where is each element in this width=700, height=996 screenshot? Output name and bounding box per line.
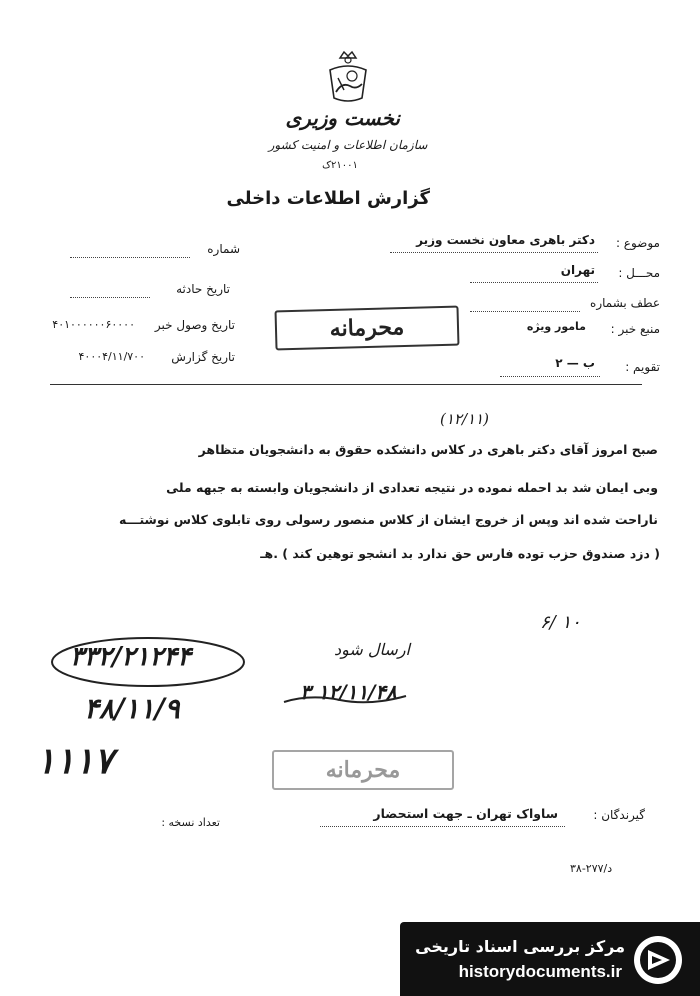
confidential-stamp-top: محرمانه — [275, 306, 460, 351]
reference-label: عطف بشماره — [590, 296, 660, 310]
handwritten-signature-date: ۳ ۱۲/۱۱/۴۸ — [300, 680, 397, 704]
recipients-value: ساواک تهران ـ جهت استحضار — [373, 806, 558, 821]
subject-label: موضوع : — [615, 236, 660, 250]
recipients-dotline — [320, 826, 565, 827]
location-label: محـــل : — [618, 266, 660, 280]
incident-date-dotline — [70, 297, 150, 298]
report-title: گزارش اطلاعات داخلی — [226, 188, 430, 209]
footer-center-name: مرکز بررسی اسناد تاریخی — [415, 937, 625, 956]
subject-value: دکتر باهری معاون نخست وزیر — [416, 233, 595, 247]
incident-date-label: تاریخ حادثه — [176, 282, 230, 296]
report-date-label: تاریخ گزارش — [171, 350, 235, 364]
handwritten-bottom-number: ۱۱۱۷ — [36, 740, 114, 782]
handwritten-big-number: ۳۳۲/۲۱۲۴۴ — [70, 642, 192, 672]
source-label: منبع خبر : — [610, 322, 660, 336]
recipients-label: گیرندگان : — [593, 808, 645, 822]
rating-label: تقویم : — [625, 360, 660, 374]
header-separator — [50, 384, 642, 385]
reference-dotline — [470, 311, 580, 312]
rating-dotline — [500, 376, 600, 377]
copies-label: تعداد نسخه : — [161, 816, 220, 829]
rating-value: ب — ۲ — [555, 356, 595, 370]
body-line-2: وبی ایمان شد بد احمله نموده در نتیجه تعدادی از دانشجویان وابسته به جبهه ملی — [166, 480, 658, 495]
location-dotline — [470, 282, 598, 283]
handwritten-fraction: ۶/ ۱۰ — [540, 612, 581, 633]
archive-center-logo-icon — [630, 932, 686, 988]
number-dotline — [70, 257, 190, 258]
received-value: ۴۰۱۰۰۰۰۰۰۶۰۰۰۰ — [52, 318, 135, 331]
organization-code: ۲۱۰۰۱ک — [322, 160, 358, 171]
footer-site: historydocuments.ir — [458, 962, 622, 981]
handwritten-archive-note: ارسال شود — [334, 640, 410, 659]
lion-and-sun-crown-emblem-icon — [322, 48, 374, 108]
confidential-stamp-bottom: محرمانه — [272, 750, 454, 790]
subject-dotline — [390, 252, 598, 253]
received-label: تاریخ وصول خبر — [154, 318, 235, 332]
report-date-value: ۴۰۰۰۴/۱۱/۷۰۰ — [78, 350, 145, 363]
signature-stroke-icon — [280, 686, 410, 710]
note-top: (۱۲/۱۱) — [440, 410, 489, 428]
location-value: تهران — [560, 263, 595, 277]
form-code: ۳۸-۲۷۷/د — [570, 862, 613, 875]
body-line-4: ( دزد صندوق حزب توده فارس حق ندارد بد انشجو توهین کند ) .هـ — [260, 546, 660, 561]
body-line-3: ناراحت شده اند وپس از خروج ایشان از کلاس منصور رسولی روی تابلوی کلاس نوشتـــه — [119, 512, 658, 527]
handwritten-date-left: ۴۸/۱۱/۹ — [84, 692, 180, 725]
body-line-1: صبح امروز آقای دکتر باهری در کلاس دانشکده حقوق به دانشجویان متظاهر — [198, 442, 658, 457]
ministry-title: نخست وزیری — [285, 106, 400, 130]
organization-name: سازمان اطلاعات و امنیت کشور — [268, 138, 428, 152]
number-label: شماره — [207, 242, 240, 256]
source-value: مامور ویژه — [526, 320, 586, 333]
